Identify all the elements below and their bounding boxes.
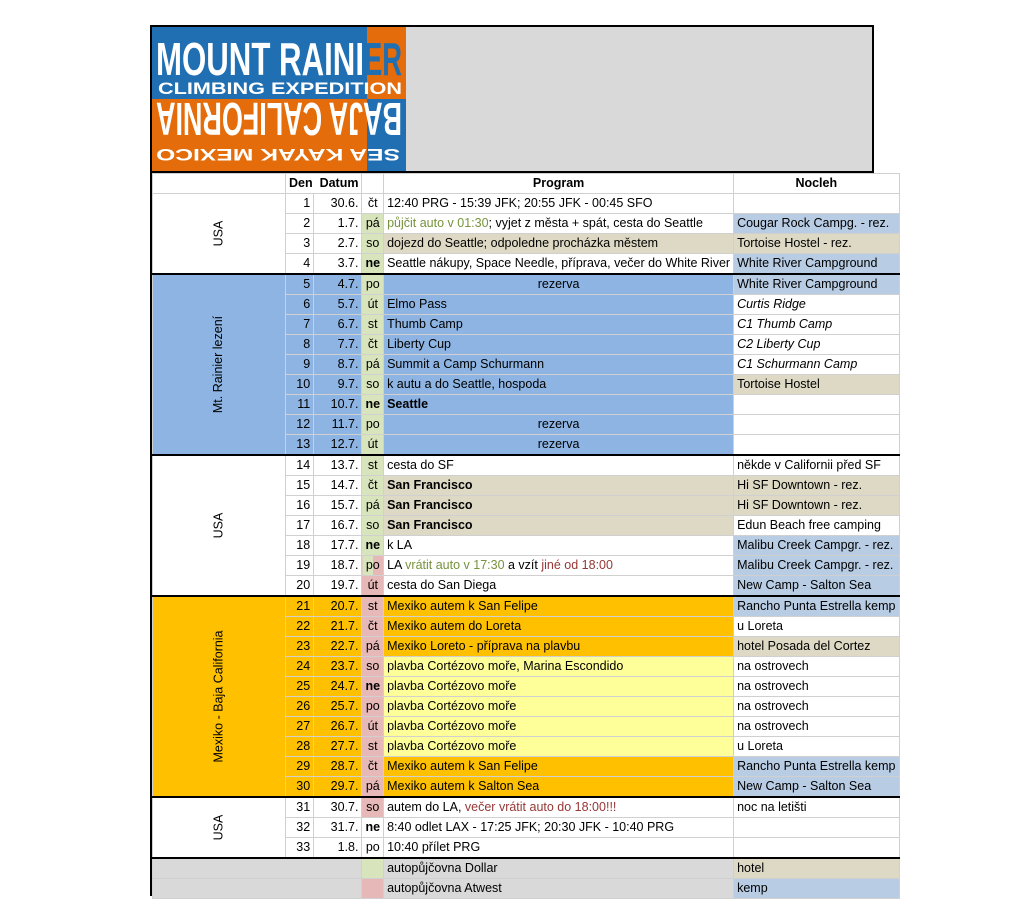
date-cell: 16.7. xyxy=(314,516,362,536)
nocleh-cell: Tortoise Hostel - rez. xyxy=(734,234,899,254)
day-number: 30 xyxy=(286,777,314,798)
region-label-text: USA xyxy=(211,814,226,841)
day-number: 21 xyxy=(286,596,314,617)
legend-spacer xyxy=(153,858,362,879)
weekday-cell: čt xyxy=(362,617,384,637)
nocleh-cell: hotel Posada del Cortez xyxy=(734,637,899,657)
day-number: 28 xyxy=(286,737,314,757)
program-cell xyxy=(384,234,734,254)
day-number: 4 xyxy=(286,254,314,275)
program-cell xyxy=(384,295,734,315)
nocleh-cell: New Camp - Salton Sea xyxy=(734,576,899,597)
program-cell xyxy=(384,415,734,435)
program-text: Mexiko Loreto - příprava na plavbu xyxy=(387,639,581,653)
weekday-cell: st xyxy=(362,737,384,757)
legend-nocleh-label: hotel xyxy=(734,858,899,879)
weekday-cell: po xyxy=(362,415,384,435)
date-cell: 8.7. xyxy=(314,355,362,375)
logo-line4: BAJA CALIFORNIA xyxy=(156,93,402,145)
nocleh-cell: Cougar Rock Campg. - rez. xyxy=(734,214,899,234)
legend-swatch xyxy=(362,879,384,899)
logo-line1: MOUNT RAINI xyxy=(156,33,364,85)
weekday-cell: út xyxy=(362,576,384,597)
program-text: plavba Cortézovo moře xyxy=(387,719,517,733)
program-cell xyxy=(384,556,734,576)
weekday-cell: út xyxy=(362,295,384,315)
nocleh-cell xyxy=(734,435,899,456)
program-text: k LA xyxy=(387,538,413,552)
program-text: rezerva xyxy=(537,277,580,291)
day-number: 23 xyxy=(286,637,314,657)
program-text: večer vrátit auto do 18:00!!! xyxy=(464,800,617,814)
program-text: Mexiko autem k Salton Sea xyxy=(387,779,540,793)
day-number: 8 xyxy=(286,335,314,355)
day-number: 13 xyxy=(286,435,314,456)
program-text: cesta do SF xyxy=(387,458,454,472)
weekday-cell: pá xyxy=(362,496,384,516)
date-cell: 7.7. xyxy=(314,335,362,355)
program-cell xyxy=(384,637,734,657)
program-text: ; vyjet z města + spát, cesta do Seattle xyxy=(488,216,703,230)
weekday-cell: ne xyxy=(362,818,384,838)
nocleh-cell: Tortoise Hostel xyxy=(734,375,899,395)
weekday-cell: pá xyxy=(362,777,384,798)
region-label xyxy=(153,596,286,797)
program-cell xyxy=(384,455,734,476)
date-cell: 22.7. xyxy=(314,637,362,657)
program-text: San Francisco xyxy=(387,518,473,532)
nocleh-cell: New Camp - Salton Sea xyxy=(734,777,899,798)
program-text: Seattle xyxy=(387,397,429,411)
weekday-cell: so xyxy=(362,234,384,254)
program-text: vrátit auto v 17:30 xyxy=(405,558,505,572)
nocleh-cell: Malibu Creek Campgr. - rez. xyxy=(734,536,899,556)
header-nocleh: Nocleh xyxy=(734,174,899,194)
date-cell: 25.7. xyxy=(314,697,362,717)
weekday-cell: so xyxy=(362,797,384,818)
program-text: Liberty Cup xyxy=(387,337,452,351)
day-number: 16 xyxy=(286,496,314,516)
program-text: San Francisco xyxy=(387,478,473,492)
date-cell: 26.7. xyxy=(314,717,362,737)
program-text: plavba Cortézovo moře, Marina Escondido xyxy=(387,659,624,673)
nocleh-cell xyxy=(734,395,899,415)
day-number: 6 xyxy=(286,295,314,315)
day-number: 19 xyxy=(286,556,314,576)
program-text: k autu a do Seattle, hospoda xyxy=(387,377,547,391)
nocleh-cell: C1 Schurmann Camp xyxy=(734,355,899,375)
date-cell: 23.7. xyxy=(314,657,362,677)
program-text: Mexiko autem k San Felipe xyxy=(387,759,538,773)
weekday-cell: čt xyxy=(362,476,384,496)
weekday-cell: po xyxy=(362,838,384,859)
date-cell: 31.7. xyxy=(314,818,362,838)
date-cell: 21.7. xyxy=(314,617,362,637)
weekday-cell: čt xyxy=(362,194,384,214)
day-number: 25 xyxy=(286,677,314,697)
program-cell xyxy=(384,617,734,637)
day-number: 5 xyxy=(286,274,314,295)
day-number: 24 xyxy=(286,657,314,677)
weekday-cell: po xyxy=(362,556,384,576)
day-number: 32 xyxy=(286,818,314,838)
region-label-text: Mt. Rainier lezení xyxy=(211,315,226,414)
header-row xyxy=(153,174,900,194)
header-banner xyxy=(152,27,872,173)
nocleh-cell: Hi SF Downtown - rez. xyxy=(734,496,899,516)
date-cell: 18.7. xyxy=(314,556,362,576)
date-cell: 27.7. xyxy=(314,737,362,757)
weekday-cell: st xyxy=(362,315,384,335)
date-cell: 20.7. xyxy=(314,596,362,617)
day-number: 18 xyxy=(286,536,314,556)
nocleh-cell: noc na letišti xyxy=(734,797,899,818)
weekday-cell: po xyxy=(362,697,384,717)
header-den: Den xyxy=(289,176,313,190)
date-cell: 12.7. xyxy=(314,435,362,456)
nocleh-cell: Rancho Punta Estrella kemp xyxy=(734,757,899,777)
program-cell xyxy=(384,838,734,859)
weekday-cell: čt xyxy=(362,335,384,355)
nocleh-cell: Edun Beach free camping xyxy=(734,516,899,536)
day-number: 27 xyxy=(286,717,314,737)
legend-label: autopůjčovna Dollar xyxy=(384,858,734,879)
date-cell: 5.7. xyxy=(314,295,362,315)
day-number: 3 xyxy=(286,234,314,254)
program-cell xyxy=(384,476,734,496)
nocleh-cell: na ostrovech xyxy=(734,677,899,697)
weekday-cell: po xyxy=(362,274,384,295)
date-cell: 2.7. xyxy=(314,234,362,254)
legend-nocleh-label: kemp xyxy=(734,879,899,899)
weekday-cell: so xyxy=(362,657,384,677)
legend-row xyxy=(153,858,900,879)
date-cell: 10.7. xyxy=(314,395,362,415)
program-cell xyxy=(384,194,734,214)
program-text: půjčit auto v 01:30 xyxy=(387,216,489,230)
program-text: a vzít xyxy=(504,558,542,572)
region-label-text: USA xyxy=(211,512,226,539)
program-text: cesta do San Diega xyxy=(387,578,497,592)
nocleh-cell xyxy=(734,838,899,859)
logo-line2: CLIMBING EXPEDITION xyxy=(158,79,402,98)
table-row xyxy=(153,274,900,295)
date-cell: 6.7. xyxy=(314,315,362,335)
program-cell xyxy=(384,355,734,375)
header-day xyxy=(362,174,384,194)
program-cell xyxy=(384,697,734,717)
program-text: San Francisco xyxy=(387,498,473,512)
legend-row xyxy=(153,879,900,899)
date-cell: 30.6. xyxy=(314,194,362,214)
weekday-cell: st xyxy=(362,455,384,476)
date-cell: 30.7. xyxy=(314,797,362,818)
table-row xyxy=(153,455,900,476)
weekday-cell: ne xyxy=(362,536,384,556)
weekday-cell: čt xyxy=(362,757,384,777)
nocleh-cell: C1 Thumb Camp xyxy=(734,315,899,335)
program-text: Mexiko autem k San Felipe xyxy=(387,599,538,613)
program-cell xyxy=(384,254,734,275)
program-cell xyxy=(384,435,734,456)
date-cell: 4.7. xyxy=(314,274,362,295)
weekday-cell: ne xyxy=(362,677,384,697)
nocleh-cell xyxy=(734,194,899,214)
program-text: autem do LA, xyxy=(387,800,465,814)
day-number: 11 xyxy=(286,395,314,415)
program-cell xyxy=(384,395,734,415)
program-cell xyxy=(384,596,734,617)
table-row xyxy=(153,596,900,617)
program-text: rezerva xyxy=(537,437,580,451)
date-cell: 24.7. xyxy=(314,677,362,697)
region-label xyxy=(153,797,286,858)
program-text: jiné od 18:00 xyxy=(541,558,613,572)
date-cell: 17.7. xyxy=(314,536,362,556)
region-label-text: Mexiko - Baja California xyxy=(211,630,226,763)
table-row xyxy=(153,797,900,818)
logo-line3: SEA KAYAK MEXICO xyxy=(156,145,400,164)
date-cell: 29.7. xyxy=(314,777,362,798)
program-text: plavba Cortézovo moře xyxy=(387,699,517,713)
program-cell xyxy=(384,757,734,777)
nocleh-cell: White River Campground xyxy=(734,254,899,275)
nocleh-cell xyxy=(734,818,899,838)
program-cell xyxy=(384,717,734,737)
nocleh-cell: na ostrovech xyxy=(734,697,899,717)
weekday-cell: ne xyxy=(362,254,384,275)
day-number: 2 xyxy=(286,214,314,234)
day-number: 29 xyxy=(286,757,314,777)
program-cell xyxy=(384,335,734,355)
program-text: Seattle nákupy, Space Needle, příprava, večer do White River xyxy=(387,256,731,270)
weekday-cell: pá xyxy=(362,637,384,657)
date-cell: 9.7. xyxy=(314,375,362,395)
program-text: Summit a Camp Schurmann xyxy=(387,357,545,371)
region-label xyxy=(153,274,286,455)
weekday-cell: ne xyxy=(362,395,384,415)
date-cell: 28.7. xyxy=(314,757,362,777)
program-text: 12:40 PRG - 15:39 JFK; 20:55 JFK - 00:45 SFO xyxy=(387,196,653,210)
program-cell xyxy=(384,516,734,536)
weekday-cell: so xyxy=(362,516,384,536)
region-label xyxy=(153,194,286,275)
program-text: 8:40 odlet LAX - 17:25 JFK; 20:30 JFK - 10:40 PRG xyxy=(387,820,675,834)
date-cell: 13.7. xyxy=(314,455,362,476)
legend-spacer xyxy=(153,879,362,899)
nocleh-cell: někde v Californii před SF xyxy=(734,455,899,476)
itinerary-table xyxy=(152,173,900,899)
program-text: 10:40 přílet PRG xyxy=(387,840,481,854)
program-text: Mexiko autem do Loreta xyxy=(387,619,522,633)
weekday-cell: út xyxy=(362,717,384,737)
program-cell xyxy=(384,777,734,798)
program-cell xyxy=(384,315,734,335)
day-number: 1 xyxy=(286,194,314,214)
nocleh-cell: White River Campground xyxy=(734,274,899,295)
program-text: dojezd do Seattle; odpoledne procházka městem xyxy=(387,236,659,250)
legend-label: autopůjčovna Atwest xyxy=(384,879,734,899)
expedition-logo xyxy=(152,27,406,171)
program-text: LA xyxy=(387,558,406,572)
header-program: Program xyxy=(384,174,734,194)
day-number: 26 xyxy=(286,697,314,717)
weekday-cell: pá xyxy=(362,214,384,234)
nocleh-cell xyxy=(734,415,899,435)
header-region xyxy=(153,174,286,194)
nocleh-cell: Curtis Ridge xyxy=(734,295,899,315)
program-cell xyxy=(384,496,734,516)
day-number: 22 xyxy=(286,617,314,637)
nocleh-cell: u Loreta xyxy=(734,617,899,637)
date-cell: 1.7. xyxy=(314,214,362,234)
weekday-cell: so xyxy=(362,375,384,395)
nocleh-cell: na ostrovech xyxy=(734,657,899,677)
date-cell: 19.7. xyxy=(314,576,362,597)
program-cell xyxy=(384,576,734,597)
program-cell xyxy=(384,737,734,757)
day-number: 15 xyxy=(286,476,314,496)
date-cell: 14.7. xyxy=(314,476,362,496)
nocleh-cell: na ostrovech xyxy=(734,717,899,737)
date-cell: 3.7. xyxy=(314,254,362,275)
nocleh-cell: Hi SF Downtown - rez. xyxy=(734,476,899,496)
day-number: 20 xyxy=(286,576,314,597)
day-number: 33 xyxy=(286,838,314,859)
program-cell xyxy=(384,375,734,395)
weekday-cell: út xyxy=(362,435,384,456)
day-number: 10 xyxy=(286,375,314,395)
program-cell xyxy=(384,677,734,697)
day-number: 12 xyxy=(286,415,314,435)
program-text: Elmo Pass xyxy=(387,297,447,311)
program-text: rezerva xyxy=(537,417,580,431)
nocleh-cell: C2 Liberty Cup xyxy=(734,335,899,355)
program-cell xyxy=(384,797,734,818)
date-cell: 15.7. xyxy=(314,496,362,516)
day-number: 31 xyxy=(286,797,314,818)
day-number: 7 xyxy=(286,315,314,335)
program-text: Thumb Camp xyxy=(387,317,463,331)
program-cell xyxy=(384,818,734,838)
region-label-text: USA xyxy=(211,220,226,247)
weekday-cell: pá xyxy=(362,355,384,375)
itinerary-body xyxy=(153,194,900,899)
spreadsheet xyxy=(150,25,896,896)
program-cell xyxy=(384,274,734,295)
program-text: plavba Cortézovo moře xyxy=(387,739,517,753)
nocleh-cell: u Loreta xyxy=(734,737,899,757)
day-number: 17 xyxy=(286,516,314,536)
nocleh-cell: Malibu Creek Campgr. - rez. xyxy=(734,556,899,576)
header-den-datum xyxy=(286,174,362,194)
day-number: 9 xyxy=(286,355,314,375)
day-number: 14 xyxy=(286,455,314,476)
program-cell xyxy=(384,536,734,556)
weekday-cell: st xyxy=(362,596,384,617)
nocleh-cell: Rancho Punta Estrella kemp xyxy=(734,596,899,617)
program-cell xyxy=(384,657,734,677)
table-row xyxy=(153,194,900,214)
date-cell: 11.7. xyxy=(314,415,362,435)
program-text: plavba Cortézovo moře xyxy=(387,679,517,693)
region-label xyxy=(153,455,286,596)
date-cell: 1.8. xyxy=(314,838,362,859)
header-datum: Datum xyxy=(319,176,359,190)
legend-swatch xyxy=(362,858,384,879)
logo-line1-tail: ER xyxy=(364,33,402,85)
program-cell xyxy=(384,214,734,234)
